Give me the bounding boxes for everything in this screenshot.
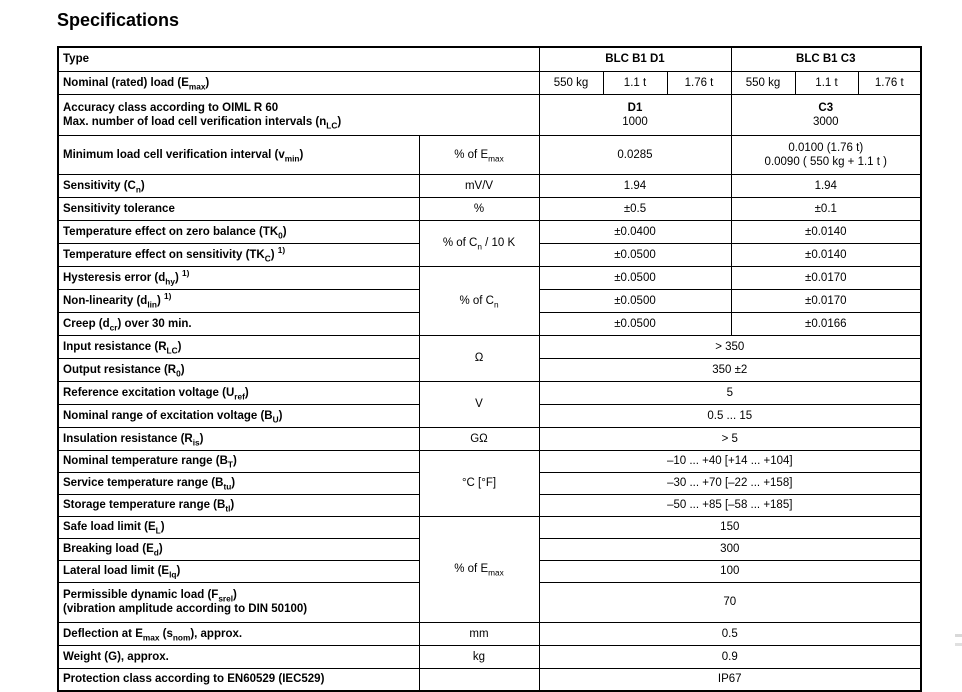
table-row	[58, 266, 921, 289]
table-row	[58, 135, 921, 174]
protection-class-value: IP67	[539, 668, 921, 691]
protection-unit-empty	[419, 668, 539, 691]
excitation-range-value: 0.5 ... 15	[539, 404, 921, 427]
temp-storage-label: Storage temperature range $(B_{tl})$	[58, 494, 419, 516]
table-row	[58, 622, 921, 645]
table-row	[58, 71, 921, 94]
intervals-c3: 3000	[812, 115, 839, 128]
sensitivity-tolerance-c3: ±0.1	[731, 197, 921, 220]
accuracy-c3-cell	[731, 94, 921, 135]
nonlinearity-c3: ±0.0170	[731, 289, 921, 312]
safe-load-label: Safe load limit $(E_L)$	[58, 516, 419, 538]
temp-service-value: –30 ... +70 [–22 ... +158]	[539, 472, 921, 494]
temp-nominal-value: –10 ... +40 [+14 ... +104]	[539, 450, 921, 472]
insulation-label: Insulation resistance $(R_{is})$	[58, 427, 419, 450]
tkc-label: Temperature effect on sensitivity $(TK_C)$ $^{1)}$	[58, 243, 419, 266]
table-row	[58, 220, 921, 243]
deflection-value: 0.5	[539, 622, 921, 645]
table-row	[58, 335, 921, 358]
mm-unit: mm	[419, 622, 539, 645]
accuracy-class-d1: D1	[627, 101, 643, 114]
breaking-load-label: Breaking load $(E_d)$	[58, 538, 419, 560]
intervals-d1: 1000	[622, 115, 648, 128]
weight-label: Weight (G), approx.	[58, 645, 419, 668]
insulation-value: > 5	[539, 427, 921, 450]
page-edge-artifact	[955, 634, 962, 654]
tk0-d1: ±0.0400	[539, 220, 731, 243]
hysteresis-d1: ±0.0500	[539, 266, 731, 289]
temp-nominal-label: Nominal temperature range $(B_T)$	[58, 450, 419, 472]
nonlinearity-label: Non-linearity $(d_{lin})$ $^{1)}$	[58, 289, 419, 312]
ref-excitation-label: Reference excitation voltage $(U_{ref})$	[58, 381, 419, 404]
sensitivity-tolerance-d1: ±0.5	[539, 197, 731, 220]
hysteresis-c3: ±0.0170	[731, 266, 921, 289]
type-label: Type	[58, 47, 539, 71]
tkc-c3: ±0.0140	[731, 243, 921, 266]
input-resistance-label: Input resistance $(R_{LC})$	[58, 335, 419, 358]
sensitivity-c3: 1.94	[731, 174, 921, 197]
output-resistance-label: Output resistance $(R_0)$	[58, 358, 419, 381]
nominal-load-c3-1-76t: 1.76 t	[858, 71, 921, 94]
creep-d1: ±0.0500	[539, 312, 731, 335]
column-group-blc-b1-c3: BLC B1 C3	[731, 47, 921, 71]
kg-unit: kg	[419, 645, 539, 668]
nominal-load-c3-1-1t: 1.1 t	[795, 71, 858, 94]
dynamic-load-sublabel: (vibration amplitude according to DIN 50100)	[63, 603, 308, 615]
vmin-c3-line2: 0.0090 ( 550 kg + 1.1 t )	[764, 155, 887, 168]
page-title: Specifications	[57, 10, 180, 30]
emax-percent-unit: % of $E_{max}$	[419, 516, 539, 622]
accuracy-class-label: Accuracy class according to OIML R 60	[63, 101, 279, 114]
ohm-unit: Ω	[419, 335, 539, 381]
volt-unit: V	[419, 381, 539, 427]
table-row	[58, 197, 921, 220]
breaking-load-value: 300	[539, 538, 921, 560]
output-resistance-value: 350 ±2	[539, 358, 921, 381]
accuracy-class-c3: C3	[818, 101, 834, 114]
cn-percent-unit: % of $C_n$	[419, 266, 539, 335]
excitation-range-label: Nominal range of excitation voltage $(B_U)$	[58, 404, 419, 427]
accuracy-d1-cell	[539, 94, 731, 135]
accuracy-label-cell	[58, 94, 539, 135]
dynamic-load-value: 70	[539, 582, 921, 622]
hysteresis-label: Hysteresis error $(d_{hy})$ $^{1)}$	[58, 266, 419, 289]
table-row	[58, 645, 921, 668]
temp-service-label: Service temperature range $(B_{tu})$	[58, 472, 419, 494]
table-row	[58, 174, 921, 197]
tk0-c3: ±0.0140	[731, 220, 921, 243]
protection-class-label: Protection class according to EN60529 (IEC529)	[58, 668, 419, 691]
sensitivity-d1: 1.94	[539, 174, 731, 197]
sensitivity-tolerance-label: Sensitivity tolerance	[58, 197, 419, 220]
dynamic-load-label-cell	[58, 582, 419, 622]
table-row	[58, 381, 921, 404]
vmin-d1: 0.0285	[539, 135, 731, 174]
table-row	[58, 427, 921, 450]
table-row	[58, 668, 921, 691]
nominal-load-c3-550kg: 550 kg	[731, 71, 795, 94]
column-group-blc-b1-d1: BLC B1 D1	[539, 47, 731, 71]
table-row	[58, 450, 921, 472]
vmin-unit: % of $E_{max}$	[419, 135, 539, 174]
dynamic-load-label: Permissible dynamic load $(F_{srel})$	[63, 589, 237, 604]
tk0-label: Temperature effect on zero balance $(TK_0)$	[58, 220, 419, 243]
nominal-load-d1-1-76t: 1.76 t	[667, 71, 731, 94]
celsius-unit: °C [°F]	[419, 450, 539, 516]
table-row	[58, 516, 921, 538]
lateral-load-label: Lateral load limit $(E_{lq})$	[58, 560, 419, 582]
creep-label: Creep $(d_{cr})$ over 30 min.	[58, 312, 419, 335]
sensitivity-unit: mV/V	[419, 174, 539, 197]
safe-load-value: 150	[539, 516, 921, 538]
nonlinearity-d1: ±0.0500	[539, 289, 731, 312]
tk-unit: % of $C_n / 10$ K	[419, 220, 539, 266]
nominal-load-d1-1-1t: 1.1 t	[603, 71, 667, 94]
sensitivity-tolerance-unit: %	[419, 197, 539, 220]
vmin-label: Minimum load cell verification interval $(v_{min})$	[58, 135, 419, 174]
input-resistance-value: > 350	[539, 335, 921, 358]
nominal-load-label: Nominal (rated) load $(E_{max})$	[58, 71, 539, 94]
verification-intervals-label: Max. number of load cell verification intervals $(n_{LC})$	[63, 115, 342, 130]
weight-value: 0.9	[539, 645, 921, 668]
deflection-label: Deflection at $E_{max}$ $(s_{nom})$, approx.	[58, 622, 419, 645]
table-row	[58, 47, 921, 71]
ref-excitation-value: 5	[539, 381, 921, 404]
vmin-c3	[731, 135, 921, 174]
lateral-load-value: 100	[539, 560, 921, 582]
tkc-d1: ±0.0500	[539, 243, 731, 266]
creep-c3: ±0.0166	[731, 312, 921, 335]
vmin-c3-line1: 0.0100 (1.76 t)	[788, 141, 864, 154]
gohm-unit: GΩ	[419, 427, 539, 450]
nominal-load-d1-550kg: 550 kg	[539, 71, 603, 94]
sensitivity-label: Sensitivity $(C_n)$	[58, 174, 419, 197]
table-row	[58, 94, 921, 135]
temp-storage-value: –50 ... +85 [–58 ... +185]	[539, 494, 921, 516]
specifications-table	[57, 46, 922, 692]
